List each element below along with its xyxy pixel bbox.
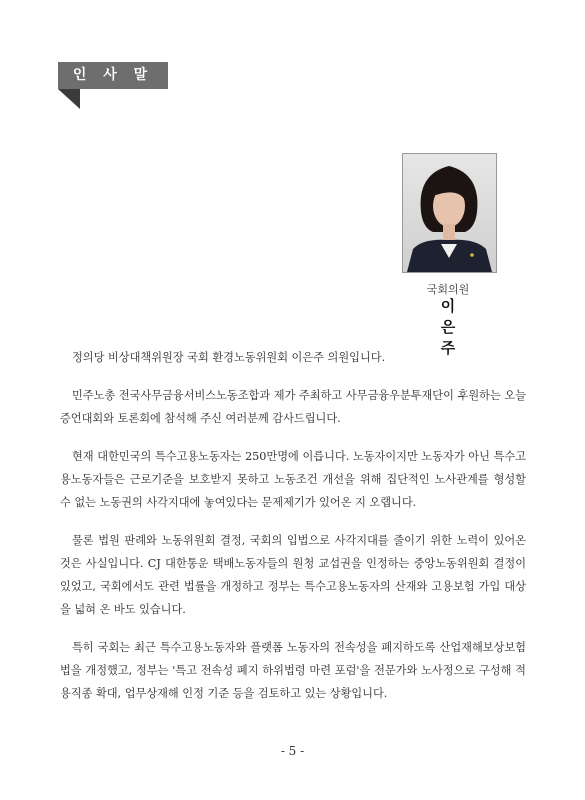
portrait-photo: [402, 153, 497, 273]
paragraph-4: 물론 법원 판례와 노동위원회 결정, 국회의 입법으로 사각지대를 줄이기 위한 노력이 있어온 것은 사실입니다. CJ 대한통운 택배노동자들의 원청 교섭권을 인정하는 중앙노동위원회 결정이 있었고, 국회에서도 관련 법률을 개정하고 정부는 특수고용노동자의 산재와 고용보험 가입 대상을 넓혀 온 바도 있습니다.: [60, 534, 526, 616]
paragraph-3: 현재 대한민국의 특수고용노동자는 250만명에 이릅니다. 노동자이지만 노동자가 아닌 특수고용노동자들은 근로기준을 보호받지 못하고 노동조건 개선을 위해 집단적인 노사관계를 형성할 수 없는 노동권의 사각지대에 놓여있다는 문제제기가 있어온 지 오랩니다.: [60, 450, 526, 509]
banner-fold: [58, 89, 80, 109]
profile-name: 이 은 주: [440, 297, 476, 357]
paragraph-2: 민주노총 전국사무금융서비스노동조합과 제가 주최하고 사무금융우분투재단이 후원하는 오늘 증언대회와 토론회에 참석해 주신 여러분께 감사드립니다.: [60, 389, 526, 425]
paragraph-5: 특히 국회는 최근 특수고용노동자와 플랫폼 노동자의 전속성을 폐지하도록 산업재해보상보험법을 개정했고, 정부는 '특고 전속성 폐지 하위법령 마련 포럼'을 전문가와 노사정으로 구성해 적용직종 확대, 업무상재해 인정 기준 등을 검토하고 있는 상황입니다.: [60, 641, 526, 700]
paragraph-1: 정의당 비상대책위원장 국회 환경노동위원회 이은주 의원입니다.: [72, 351, 386, 364]
page-number: - 5 -: [280, 744, 305, 758]
banner-title: 인 사 말: [72, 67, 154, 83]
profile-role: 국회의원: [426, 283, 470, 296]
speech-body: [60, 346, 526, 720]
